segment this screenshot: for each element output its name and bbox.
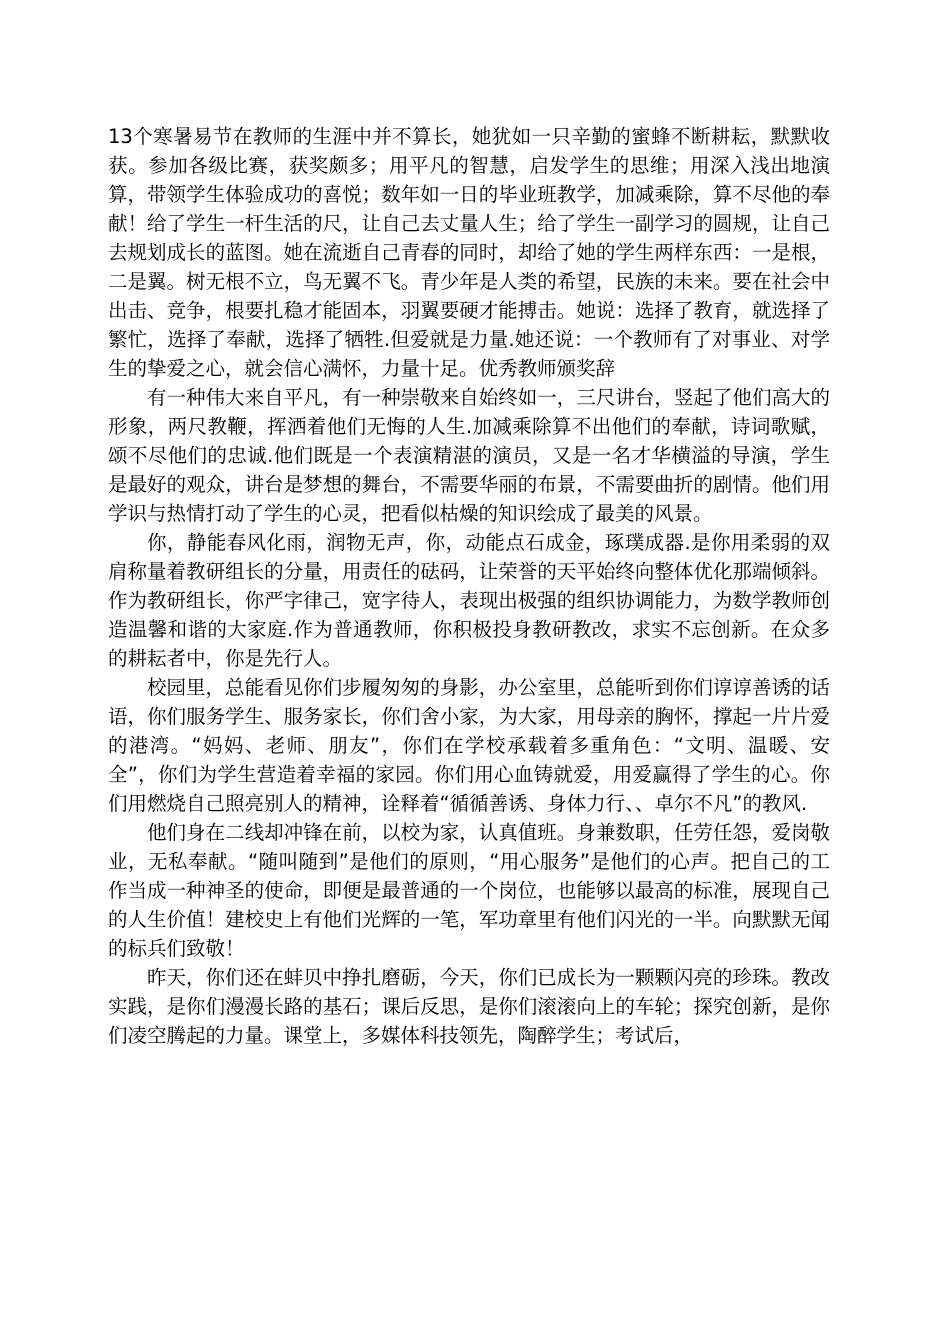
paragraph-6: 昨天，你们还在蚌贝中挣扎磨砺，今天，你们已成长为一颗颗闪亮的珍珠。教改实践，是你们漫漫长路的基石；课后反思，是你们滚滚向上的车轮；探究创新，是你们凌空腾起的力量。课堂上，多媒体科技领先，陶醉学生；考试后， bbox=[108, 966, 830, 1047]
paragraph-2: 有一种伟大来自平凡，有一种崇敬来自始终如一，三尺讲台，竖起了他们高大的形象，两尺教鞭，挥洒着他们无悔的人生.加减乘除算不出他们的奉献，诗词歌赋，颂不尽他们的忠诚.他们既是一个表演精湛的演员，又是一名才华横溢的导演，学生是最好的观众，讲台是梦想的舞台，不需要华丽的布景，不需要曲折的剧情。他们用学识与热情打动了学生的心灵，把看似枯燥的知识绘成了最美的风景。 bbox=[108, 386, 830, 525]
paragraph-3: 你，静能春风化雨，润物无声，你，动能点石成金，琢璞成器.是你用柔弱的双肩称量着教研组长的分量，用责任的砝码，让荣誉的天平始终向整体优化那端倾斜。作为教研组长，你严字律己，宽字待人，表现出极强的组织协调能力，为数学教师创造温馨和谐的大家庭.作为普通教师，你积极投身教研教改，求实不忘创新。在众多的耕耘者中，你是先行人。 bbox=[108, 531, 830, 670]
paragraph-1: 13个寒暑易节在教师的生涯中并不算长，她犹如一只辛勤的蜜蜂不断耕耘，默默收获。参加各级比赛，获奖颇多；用平凡的智慧，启发学生的思维；用深入浅出地演算，带领学生体验成功的喜悦；数年如一日的毕业班教学，加减乘除，算不尽他的奉献！给了学生一杆生活的尺，让自己去丈量人生；给了学生一副学习的圆规，让自己去规划成长的蓝图。她在流逝自己青春的同时，却给了她的学生两样东西：一是根，二是翼。树无根不立，鸟无翼不飞。青少年是人类的希望，民族的未来。要在社会中出击、竞争，根要扎稳才能固本，羽翼要硬才能搏击。她说：选择了教育，就选择了繁忙，选择了奉献，选择了牺牲.但爱就是力量.她还说：一个教师有了对事业、对学生的挚爱之心，就会信心满怀，力量十足。优秀教师颁奖辞 bbox=[108, 125, 830, 380]
document-page bbox=[108, 122, 830, 1050]
paragraph-5: 他们身在二线却冲锋在前，以校为家，认真值班。身兼数职，任劳任怨，爱岗敬业，无私奉献。“随叫随到”是他们的原则，“用心服务”是他们的心声。把自己的工作当成一种神圣的使命，即便是最普通的一个岗位，也能够以最高的标准，展现自己的人生价值！建校史上有他们光辉的一笔，军功章里有他们闪光的一半。向默默无闻的标兵们致敬！ bbox=[108, 821, 830, 960]
paragraph-4: 校园里，总能看见你们步履匆匆的身影，办公室里，总能听到你们谆谆善诱的话语，你们服务学生、服务家长，你们舍小家，为大家，用母亲的胸怀，撑起一片片爱的港湾。“妈妈、老师、朋友”，你们在学校承载着多重角色：“文明、温暖、安全”，你们为学生营造着幸福的家园。你们用心血铸就爱，用爱赢得了学生的心。你们用燃烧自己照亮别人的精神，诠释着“循循善诱、身体力行、、卓尔不凡”的教风. bbox=[108, 676, 830, 815]
